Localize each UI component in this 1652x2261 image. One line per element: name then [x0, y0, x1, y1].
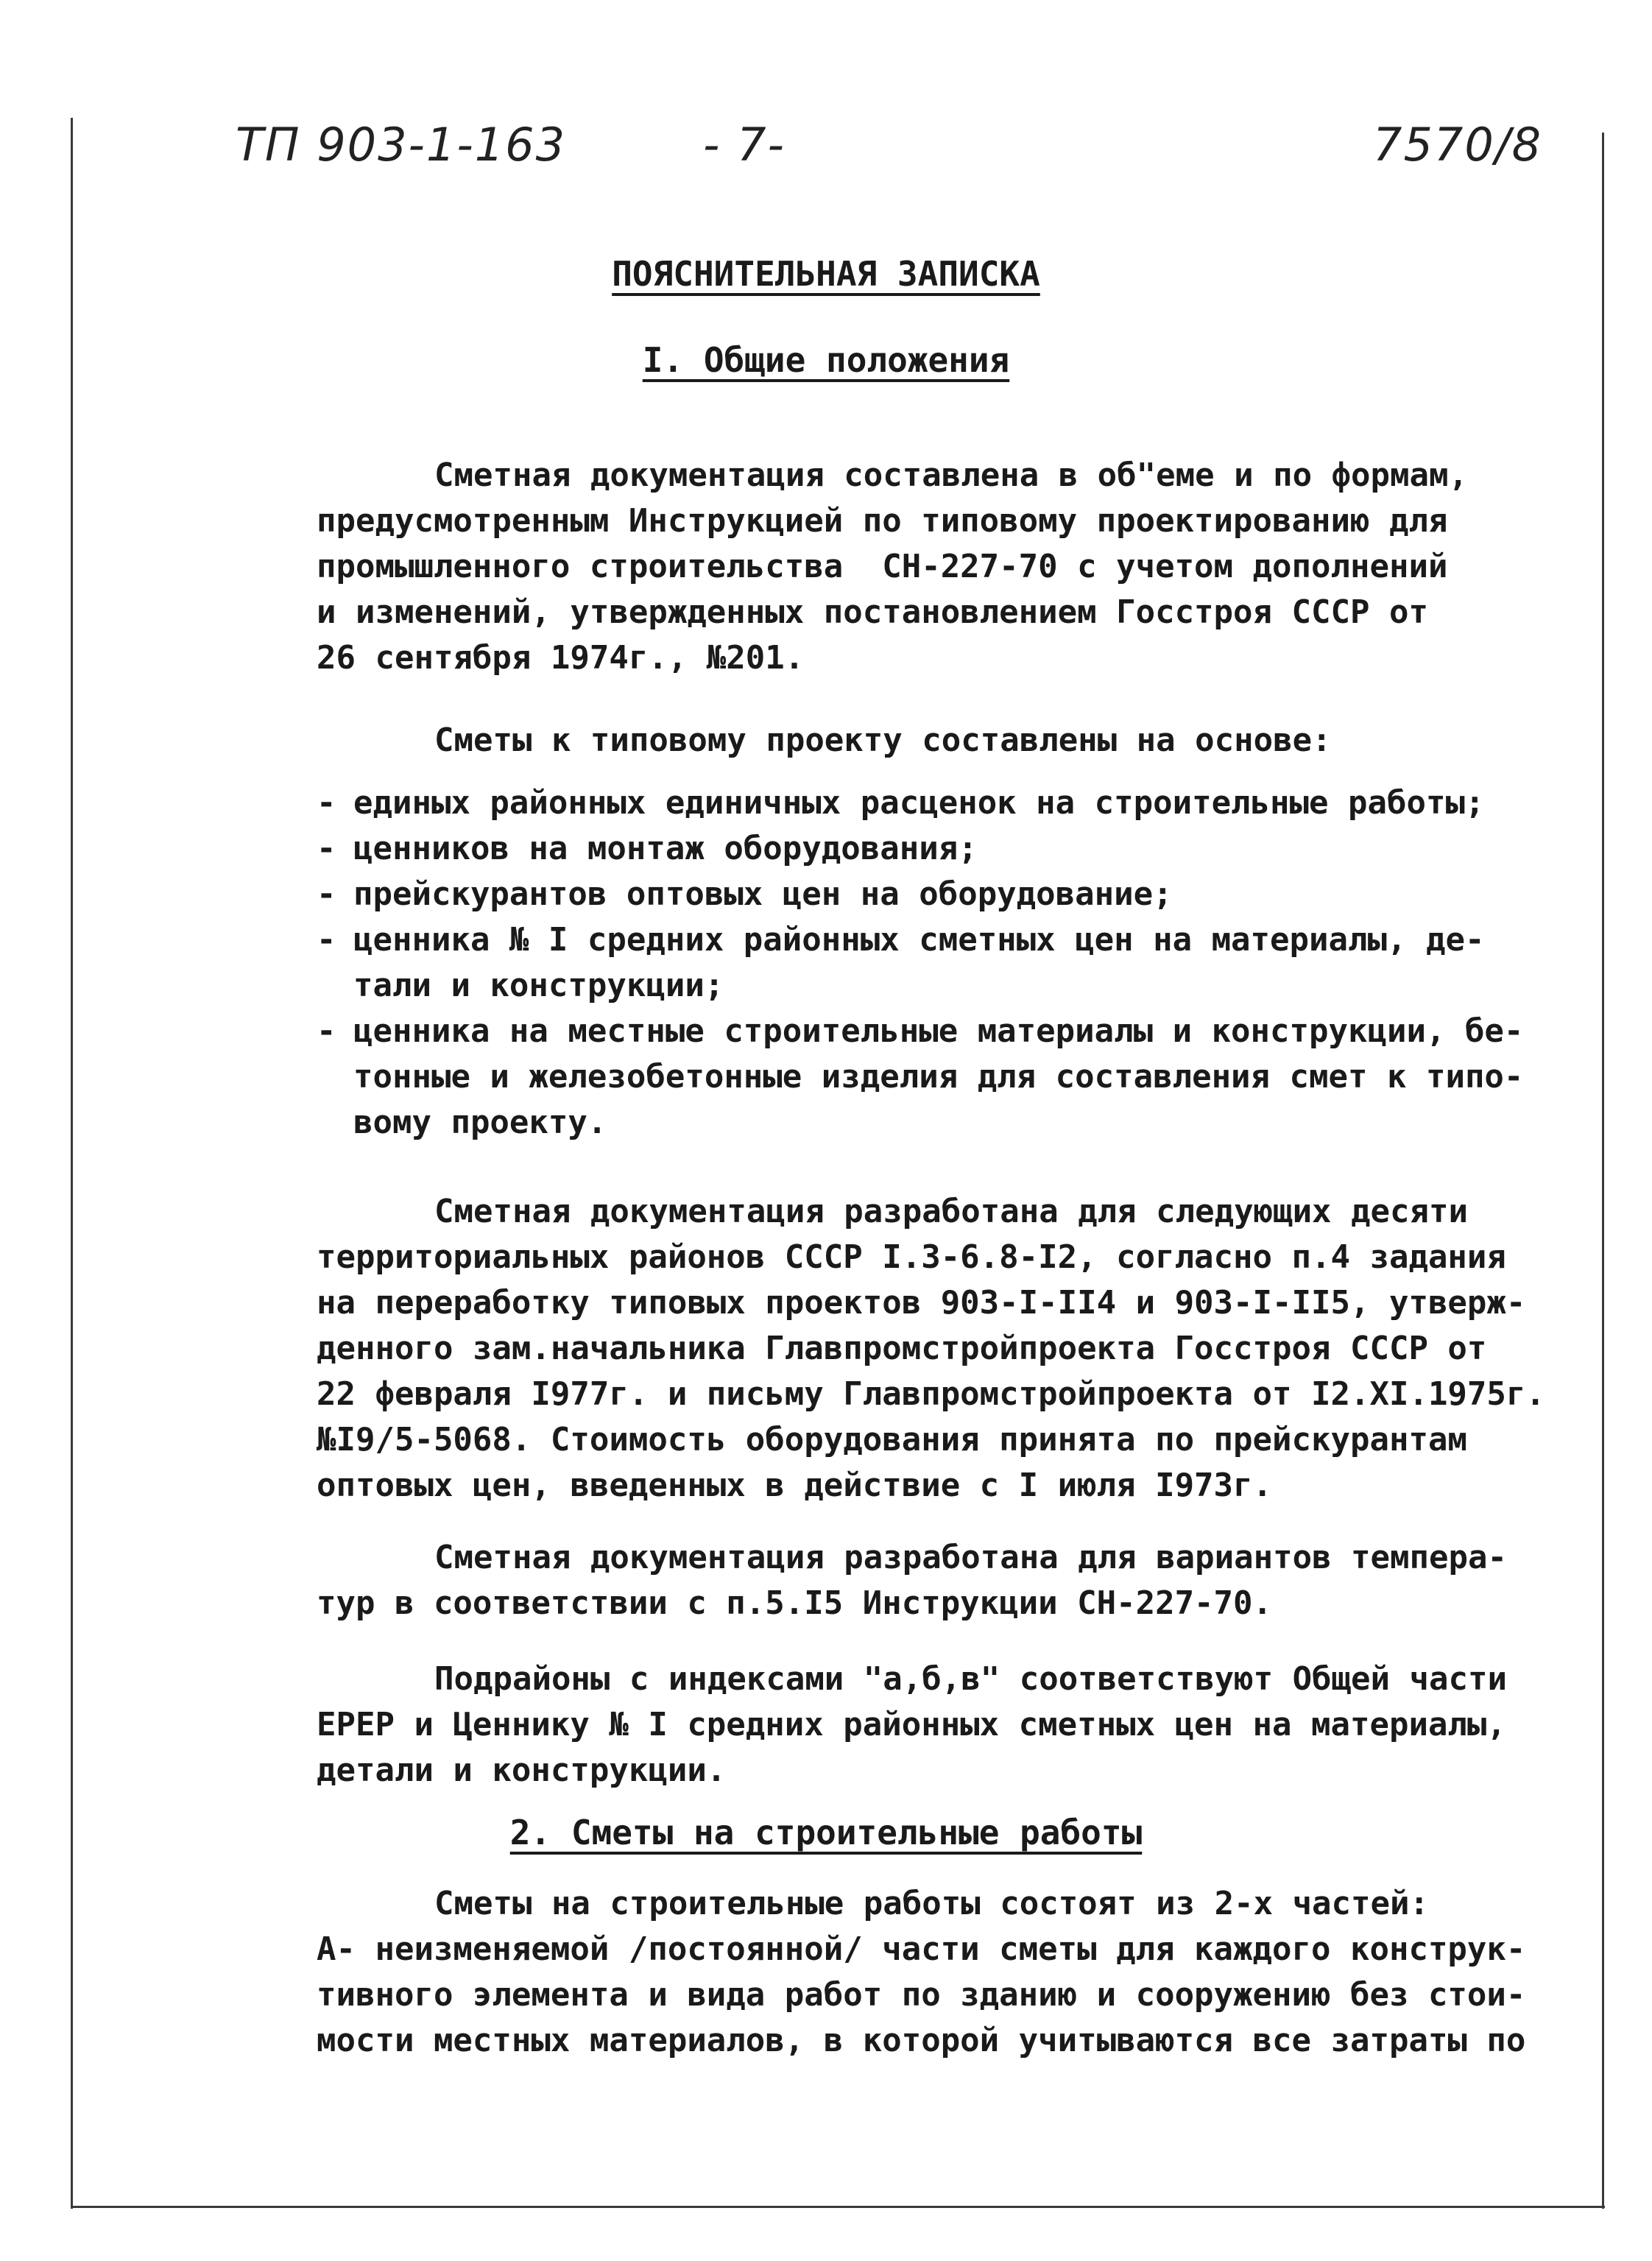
page-number: - 7- — [703, 118, 786, 172]
text-line: Сметы к типовому проекту составлены на основе: — [434, 722, 1332, 759]
section-1-paragraph-5 — [317, 1657, 1507, 1793]
text-line: оптовых цен, введенных в действие с I июля I973г. — [317, 1467, 1273, 1504]
text-line: А- неизменяемой /постоянной/ части сметы для каждого конструк- — [317, 1930, 1526, 1968]
text-line: мости местных материалов, в которой учитываются все затраты по — [317, 2022, 1526, 2059]
basis-list — [317, 780, 1583, 1146]
section-1-paragraph-3 — [317, 1189, 1545, 1509]
text-line: Сметная документация разработана для вариантов темпера- — [434, 1539, 1507, 1576]
text-line: Сметная документация разработана для следующих десяти — [434, 1193, 1468, 1230]
text-line: тивного элемента и вида работ по зданию и сооружению без стои- — [317, 1976, 1526, 2014]
text-line: Сметная документация составлена в об"еме и по формам, — [434, 456, 1468, 494]
text-line: Подрайоны с индексами "а,б,в" соответствуют Общей части — [434, 1660, 1507, 1698]
text-line: №I9/5-5068. Стоимость оборудования принята по прейскурантам — [317, 1421, 1467, 1458]
list-item: - единых районных единичных расценок на строительные работы; — [317, 784, 1485, 822]
document-code: ТП 903-1-163 — [236, 118, 567, 172]
section-1-heading: I. Общие положения — [642, 340, 1010, 380]
list-item: - ценника № I средних районных сметных цен на материалы, де- тали и конструкции; — [317, 921, 1485, 1004]
page-frame-right — [1602, 133, 1604, 2209]
document-title: ПОЯСНИТЕЛЬНАЯ ЗАПИСКА — [612, 254, 1040, 294]
text-line: территориальных районов СССР I.3-6.8-I2, согласно п.4 задания — [317, 1238, 1506, 1276]
page-frame-left — [71, 118, 73, 2209]
text-line: детали и конструкции. — [317, 1752, 727, 1789]
text-line: 22 февраля I977г. и письму Главпромстройпроекта от I2.XI.1975г. — [317, 1375, 1545, 1413]
list-item: - прейскурантов оптовых цен на оборудование; — [317, 875, 1173, 913]
section-1-paragraph-1 — [317, 453, 1468, 681]
section-2-paragraph-1 — [317, 1881, 1525, 2064]
text-line: ЕРЕР и Ценнику № I средних районных сметных цен на материалы, — [317, 1706, 1506, 1743]
text-line: промышленного строительства СН-227-70 с учетом дополнений — [317, 548, 1448, 585]
text-line: и изменений, утвержденных постановлением Госстроя СССР от — [317, 593, 1428, 631]
text-line: предусмотренным Инструкцией по типовому проектированию для — [317, 502, 1448, 540]
section-1-paragraph-4 — [317, 1535, 1507, 1626]
section-2-heading: 2. Сметы на строительные работы — [509, 1813, 1143, 1852]
text-line: тур в соответствии с п.5.I5 Инструкции СН-227-70. — [317, 1584, 1273, 1622]
sheet-code: 7570/8 — [1373, 118, 1543, 172]
text-line: на переработку типовых проектов 903-I-II4 и 903-I-II5, утверж- — [317, 1284, 1526, 1322]
list-item: - ценника на местные строительные материалы и конструкции, бе- тонные и железобетонные изделия для составления смет к типо- вому проекту. — [317, 1012, 1524, 1141]
list-item: - ценников на монтаж оборудования; — [317, 830, 978, 867]
text-line: денного зам.начальника Главпромстройпроекта Госстроя СССР от — [317, 1330, 1487, 1367]
text-line: Сметы на строительные работы состоят из 2-х частей: — [434, 1885, 1430, 1922]
text-line: 26 сентября 1974г., №201. — [317, 639, 805, 677]
section-1-paragraph-2 — [317, 718, 1332, 763]
page-frame-bottom — [71, 2206, 1605, 2208]
